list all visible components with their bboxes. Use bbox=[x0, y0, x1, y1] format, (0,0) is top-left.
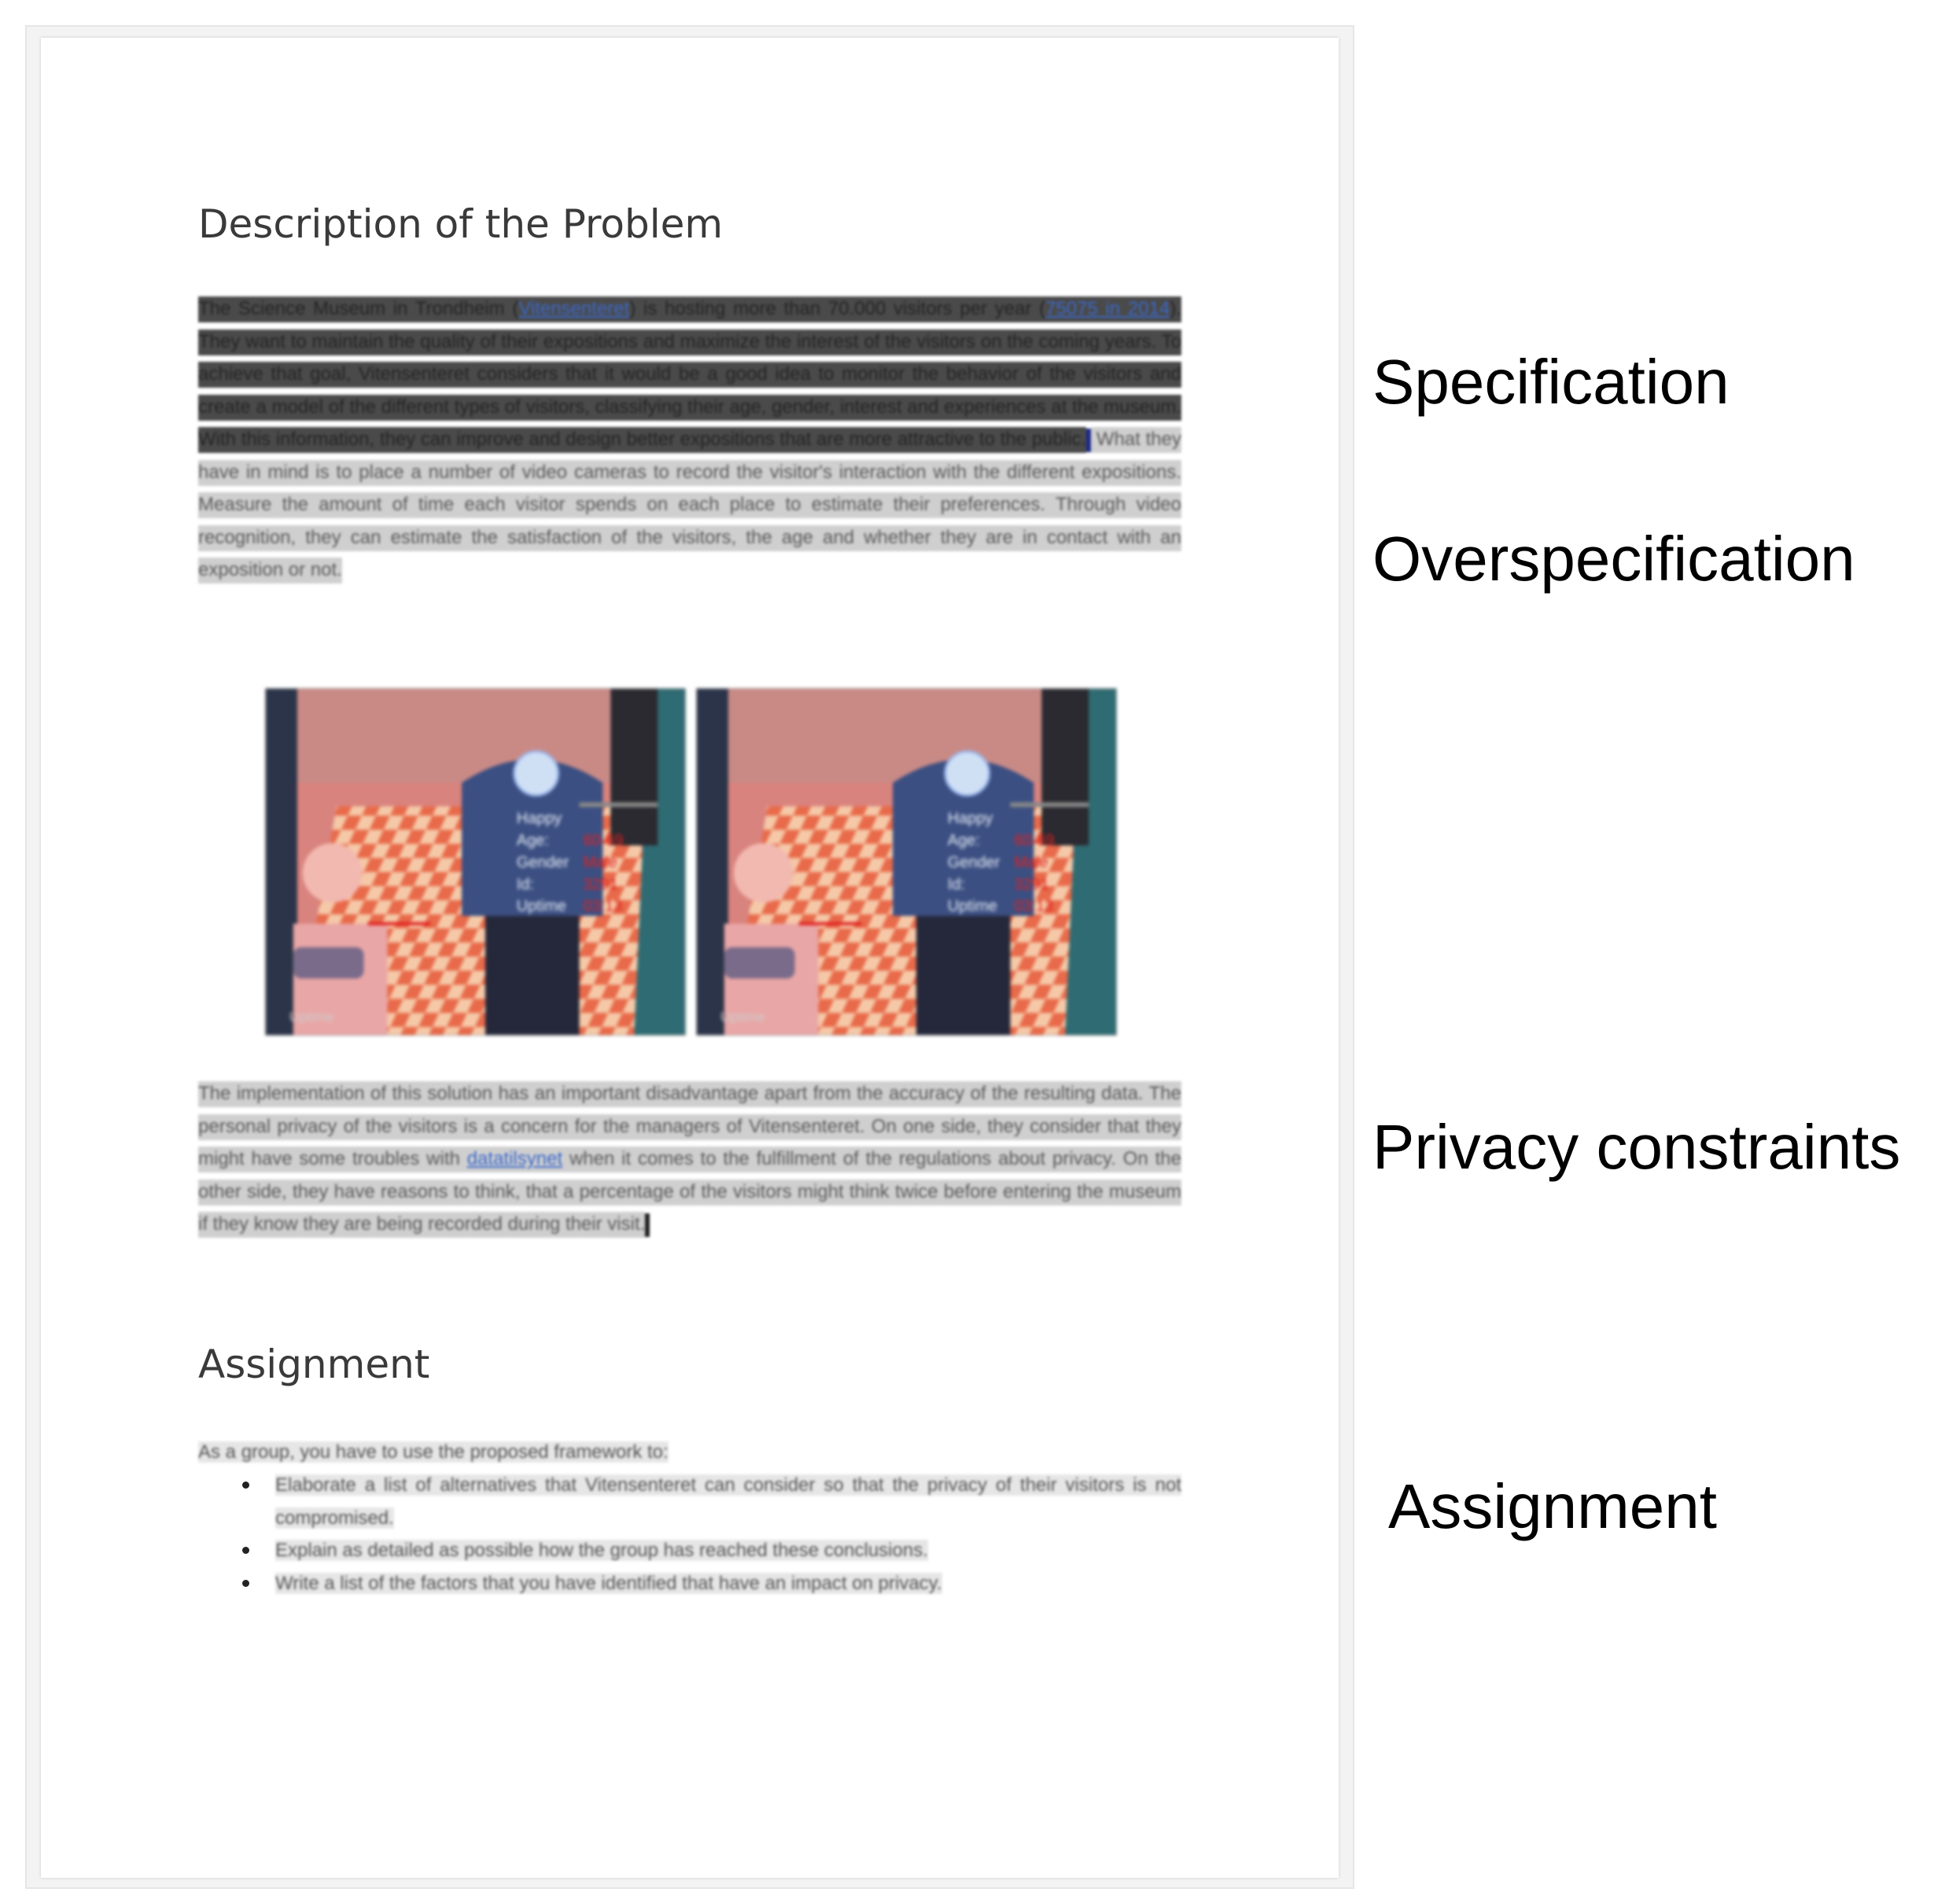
overlay-label: Id: bbox=[516, 875, 534, 893]
bullet-icon bbox=[242, 1580, 249, 1587]
camera-image-right bbox=[696, 688, 1117, 1036]
list-item-text: Elaborate a list of alternatives that Vitensenteret can consider so that the privacy of their visitors is not compromised. bbox=[275, 1474, 1181, 1529]
overlay-value: 03:13 bbox=[583, 897, 623, 915]
assignment-list bbox=[198, 1469, 1181, 1599]
link-visitors-2014[interactable]: 75075 in 2014 bbox=[1045, 298, 1170, 319]
overlay-label: Age: bbox=[516, 832, 549, 850]
label-assignment: Assignment bbox=[1388, 1471, 1717, 1541]
list-item-text: Explain as detailed as possible how the group has reached these conclusions. bbox=[275, 1540, 928, 1561]
assignment-intro bbox=[198, 1437, 669, 1468]
bullet-icon bbox=[242, 1547, 249, 1554]
privacy-text-a: The implementation of this solution has an important disadvantage apart from the accuracy of the resulting data. The personal privacy of the visitors is a concern for the managers of Vitensenteret. On one side, they consider that they might have some troubles with bbox=[198, 1083, 1181, 1169]
privacy-text-b: when it comes to the fulfillment of the regulations about privacy. On the other side, they have reasons to think, that a percentage of the visitors might think twice before entering the museum if they know they are being recorded during their visit. bbox=[198, 1148, 1182, 1235]
heading-description-of-problem: Description of the Problem bbox=[198, 201, 724, 247]
spec-text-c: ). They want to maintain the quality of their expositions and maximize the interest of the visitors on the coming years. To achieve that goal, Vitensenteret considers that it would be a good idea to monitor the behavior of the visitors and create a model of the different types of visitors, classifying their age, gender, interest and experiences at the museum. With this information, they can improve and design better expositions that are more attractive to the public. bbox=[198, 298, 1181, 450]
overlay-label: Uptime bbox=[516, 897, 566, 915]
list-item-text: Write a list of the factors that you have identified that have an impact on privacy. bbox=[275, 1572, 942, 1594]
label-overspecification: Overspecification bbox=[1372, 524, 1855, 594]
camera-image-left bbox=[265, 688, 686, 1036]
overlay-value: 60-69 bbox=[1014, 832, 1055, 850]
camera-images bbox=[265, 688, 1118, 1036]
overlay-label: Gender bbox=[947, 853, 1000, 871]
specification-highlight bbox=[198, 298, 1181, 450]
overlay-value: Male bbox=[583, 853, 617, 871]
overlay-value: 3291 bbox=[1014, 875, 1049, 893]
overlay-footer-label: Uptime bbox=[720, 1009, 765, 1025]
assignment-intro-text: As a group, you have to use the proposed framework to: bbox=[198, 1441, 669, 1463]
list-item bbox=[198, 1469, 1181, 1534]
text-cursor-end bbox=[645, 1213, 650, 1237]
overlay-label: Gender bbox=[516, 853, 569, 871]
list-item bbox=[198, 1567, 1181, 1600]
label-specification: Specification bbox=[1372, 347, 1730, 417]
overlay-value: Male bbox=[1014, 853, 1048, 871]
overlay-footer-label: Uptime bbox=[289, 1009, 334, 1025]
overlay-value: 03:13 bbox=[1014, 897, 1054, 915]
label-privacy-constraints: Privacy constraints bbox=[1372, 1112, 1901, 1182]
overlay-label: Happy bbox=[516, 810, 562, 828]
list-item bbox=[198, 1534, 1181, 1567]
overlay-label: Id: bbox=[947, 875, 965, 893]
overlay-label: Happy bbox=[947, 810, 993, 828]
paragraph-problem-description[interactable] bbox=[198, 293, 1181, 587]
camera-scene bbox=[697, 689, 1116, 1035]
link-datatilsynet[interactable]: datatilsynet bbox=[466, 1148, 563, 1169]
overlay-value: 60-69 bbox=[583, 832, 624, 850]
bullet-icon bbox=[242, 1482, 249, 1489]
link-vitensenteret[interactable]: Vitensenteret bbox=[518, 298, 630, 319]
spec-text-a: The Science Museum in Trondheim ( bbox=[198, 298, 519, 319]
overlay-value: 3291 bbox=[583, 875, 618, 893]
overspecification-highlight: What they have in mind is to place a number of video cameras to record the visitor's interaction with the different expositions. Measure the amount of time each visitor spends on each place to estimate their preferences. Through video recognition, they can estimate the satisfaction of the visitors, the age and whether they are in contact with an exposition or not. bbox=[198, 429, 1181, 580]
overlay-label: Age: bbox=[947, 832, 980, 850]
camera-scene bbox=[266, 689, 685, 1035]
spec-text-b: ) is hosting more than 70.000 visitors per year ( bbox=[629, 298, 1046, 319]
heading-assignment: Assignment bbox=[198, 1342, 430, 1387]
paragraph-privacy[interactable] bbox=[198, 1077, 1181, 1241]
privacy-highlight bbox=[198, 1083, 1181, 1235]
overlay-label: Uptime bbox=[947, 897, 997, 915]
